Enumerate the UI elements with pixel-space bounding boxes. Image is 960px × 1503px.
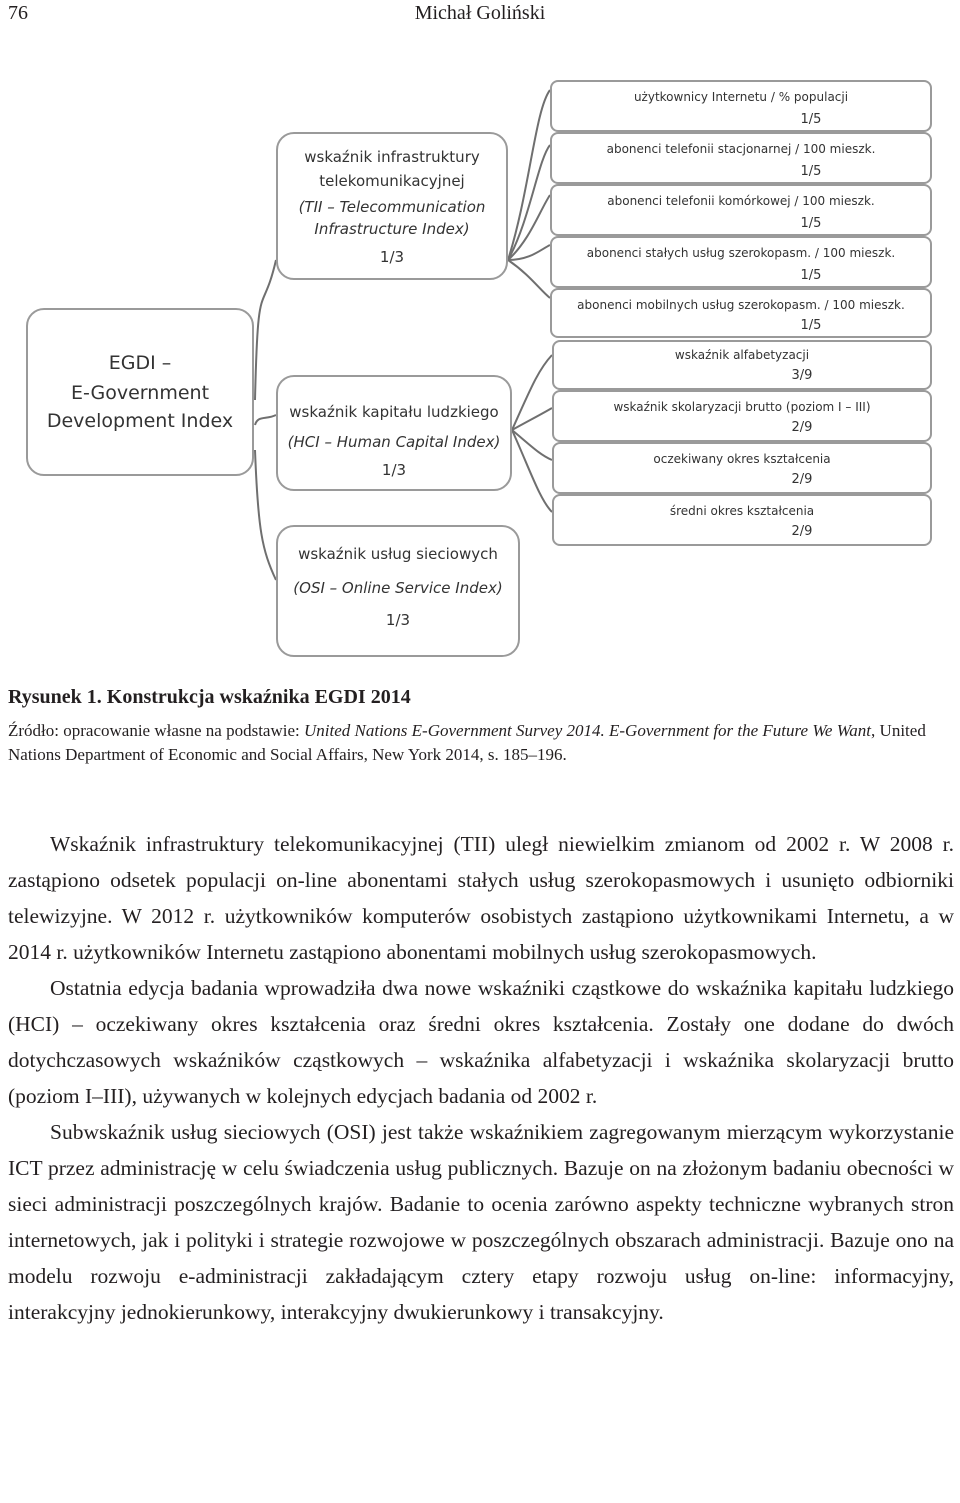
- hci-line-2: (HCI – Human Capital Index): [287, 433, 501, 451]
- hci-item-1-weight: 3/9: [791, 368, 813, 383]
- tii-item-2: [550, 132, 932, 184]
- page-number: 76: [8, 2, 28, 24]
- hci-item-4-weight: 2/9: [791, 524, 813, 539]
- hci-box: [276, 375, 512, 491]
- tii-item-2-weight: 1/5: [800, 164, 822, 179]
- tii-item-5-weight: 1/5: [800, 318, 822, 333]
- tii-box: [276, 132, 508, 280]
- hci-weight: 1/3: [381, 461, 407, 479]
- osi-box: [276, 525, 520, 657]
- tii-item-3: [550, 184, 932, 236]
- connector-root-osi: [255, 450, 276, 580]
- connector-root-hci: [255, 415, 276, 425]
- tii-item-1: [550, 80, 932, 132]
- hci-item-3: [552, 442, 932, 494]
- figure-caption-title: Rysunek 1. Konstrukcja wskaźnika EGDI 2014: [8, 686, 411, 708]
- hci-item-1: [552, 340, 932, 390]
- tii-item-5: [550, 288, 932, 338]
- root-line-1: EGDI –: [108, 352, 172, 374]
- connector-tii-item2: [508, 145, 550, 260]
- tii-item-4-label: abonenci stałych usług szerokopasm. / 100 mieszk.: [586, 246, 896, 260]
- hci-item-4: [552, 494, 932, 546]
- tii-line-3: (TII – Telecommunication: [298, 198, 486, 216]
- tii-item-1-label: użytkownicy Internetu / % populacji: [633, 90, 849, 104]
- page-header: [8, 0, 952, 30]
- paragraph-1: Wskaźnik infrastruktury telekomunikacyjnej (TII) uległ niewielkim zmianom od 2002 r. W 2008 r. zastąpiono odsetek populacji on-line abonentami stałych usług szerokopasmowych i usunięto odbiorniki telewizyjne. W 2012 r. użytkowników komputerów osobistych zastąpiono użytkownikami Internetu, a w 2014 r. użytkowników Internetu zastąpiono abonentami mobilnych usług szerokopasmowych.: [8, 832, 954, 964]
- tii-item-3-weight: 1/5: [800, 216, 822, 231]
- root-line-3: Development Index: [46, 410, 234, 432]
- hci-item-3-label: oczekiwany okres kształcenia: [653, 452, 831, 466]
- egdi-diagram: [0, 70, 960, 670]
- hci-line-1: wskaźnik kapitału ludzkiego: [289, 403, 499, 421]
- connector-tii-item5: [508, 260, 550, 298]
- paragraph-2: Ostatnia edycja badania wprowadziła dwa nowe wskaźniki cząstkowe do wskaźnika kapitału ludzkiego (HCI) – oczekiwany okres kształcenia oraz średni okres kształcenia. Zostały one dodane do dwóch dotychczasowych wskaźników cząstkowych – wskaźnika alfabetyzacji i wskaźnika skolaryzacji brutto (poziom I–III), używanych w kolejnych edycjach badania od 2002 r.: [8, 976, 954, 1108]
- tii-item-1-weight: 1/5: [800, 112, 822, 127]
- hci-item-4-label: średni okres kształcenia: [669, 504, 815, 518]
- running-head-author: Michał Goliński: [414, 2, 546, 24]
- tii-line-1: wskaźnik infrastruktury: [304, 148, 480, 166]
- hci-item-2: [552, 390, 932, 442]
- source-rest: , United Nations Department of Economic and Social Affairs, New York 2014, s. 185–196.: [8, 721, 926, 764]
- figure-caption-source: [8, 719, 953, 767]
- root-line-2: E-Government: [70, 382, 210, 404]
- tii-item-3-label: abonenci telefonii komórkowej / 100 mieszk.: [607, 194, 875, 208]
- source-title: United Nations E-Government Survey 2014. E-Government for the Future We Want: [304, 721, 872, 740]
- osi-line-2: (OSI – Online Service Index): [293, 579, 503, 597]
- hci-item-2-weight: 2/9: [791, 420, 813, 435]
- tii-line-4: Infrastructure Index): [314, 220, 470, 238]
- source-prefix: Źródło: opracowanie własne na podstawie:: [8, 721, 304, 740]
- hci-item-1-label: wskaźnik alfabetyzacji: [674, 348, 810, 362]
- tii-item-4-weight: 1/5: [800, 268, 822, 283]
- connector-root-tii: [255, 260, 276, 400]
- hci-item-3-weight: 2/9: [791, 472, 813, 487]
- body-text: [8, 826, 954, 1330]
- egdi-root-box: [26, 308, 254, 476]
- tii-line-2: telekomunikacyjnej: [319, 172, 465, 190]
- osi-line-1: wskaźnik usług sieciowych: [298, 545, 498, 563]
- connector-hci-item4: [512, 430, 552, 512]
- osi-weight: 1/3: [385, 611, 411, 629]
- hci-item-2-label: wskaźnik skolaryzacji brutto (poziom I – III): [613, 400, 871, 414]
- tii-item-2-label: abonenci telefonii stacjonarnej / 100 mieszk.: [606, 142, 876, 156]
- tii-item-4: [550, 236, 932, 288]
- paragraph-3: Subwskaźnik usług sieciowych (OSI) jest także wskaźnikiem zagregowanym mierzącym wykorzystanie ICT przez administrację w celu świadczenia usług publicznych. Bazuje on na złożonym badaniu obecności w sieci administracji poszczególnych krajów. Badanie to ocenia zarówno aspekty techniczne wybranych stron internetowych, jak i polityki i strategie rozwojowe w poszczególnych obszarach administracji. Bazuje ono na modelu rozwoju e-administracji zakładającym cztery etapy rozwoju usług on-line: informacyjny, interakcyjny jednokierunkowy, interakcyjny dwukierunkowy i transakcyjny.: [8, 1120, 954, 1324]
- tii-item-5-label: abonenci mobilnych usług szerokopasm. / 100 mieszk.: [577, 298, 905, 312]
- tii-weight: 1/3: [379, 248, 405, 266]
